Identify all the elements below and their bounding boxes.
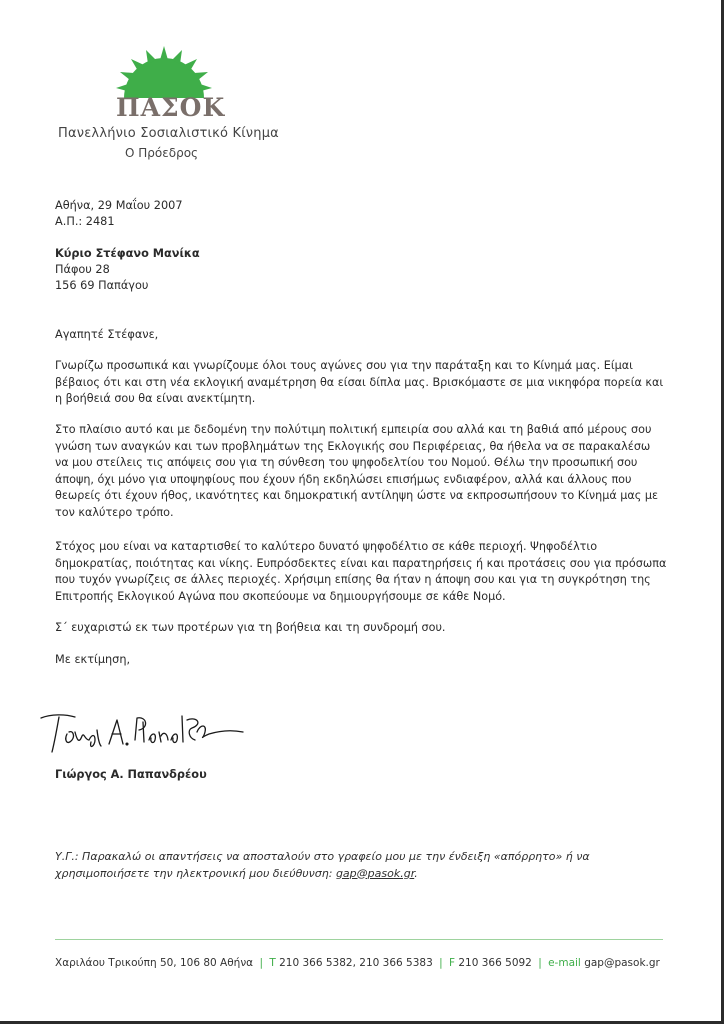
organization-name: Πανελλήνιο Σοσιαλιστικό Κίνημα <box>58 126 279 141</box>
paragraph-line: βέβαιος ότι και στη νέα εκλογική αναμέτρηση θα είσαι δίπλα μας. Βρισκόμαστε σε μια νικηφόρα πορεία και <box>55 375 664 389</box>
paragraph-line: δημοκρατίας, ποιότητας και νίκης. Ευπρόσδεκτες είναι και παρατηρήσεις ή και προτάσεις σου για πρόσωπα <box>55 556 667 570</box>
recipient-city: 156 69 Παπάγου <box>55 279 149 292</box>
postscript <box>55 849 590 882</box>
recipient-name: Κύριο Στέφανο Μανίκα <box>55 247 200 260</box>
footer-contact <box>55 957 660 969</box>
paragraph-line: Γνωρίζω προσωπικά και γνωρίζουμε όλοι τους αγώνες σου για την παράταξη και το Κίνημά μας. Είμαι <box>55 359 633 372</box>
body-paragraph-3 <box>55 539 666 605</box>
body-paragraph-1 <box>55 358 663 408</box>
postscript-period: . <box>414 866 418 880</box>
body-paragraph-4 <box>55 620 446 637</box>
footer-tel-label: T <box>269 957 276 969</box>
paragraph-line: Σ΄ ευχαριστώ εκ των προτέρων για τη βοήθεια και τη συνδρομή σου. <box>55 621 446 634</box>
footer-separator: | <box>538 957 542 969</box>
logo-text: ΠΑΣΟΚ <box>116 93 226 122</box>
recipient-street: Πάφου 28 <box>55 263 110 276</box>
letter-date: Αθήνα, 29 Μαΐου 2007 <box>55 199 183 212</box>
footer-divider <box>55 939 663 940</box>
body-paragraph-2 <box>55 422 658 521</box>
footer-separator: | <box>439 957 443 969</box>
signatory-name: Γιώργος Α. Παπανδρέου <box>55 768 207 781</box>
paragraph-line: Στόχος μου είναι να καταρτισθεί το καλύτερο δυνατό ψηφοδέλτιο σε κάθε περιοχή. Ψηφοδέλτιο <box>55 540 598 553</box>
paragraph-line: γνώση των αναγκών και των προβλημάτων της Εκλογικής σου Περιφέρειας, θα ήθελα να σε παρακαλέσω <box>55 439 651 453</box>
footer-separator: | <box>259 957 263 969</box>
paragraph-line: θεωρείς ότι έχουν ήθος, ικανότητες και δημοκρατική αντίληψη ώστε να εκπροσωπήσουν το Κίνημά μας με <box>55 489 659 502</box>
pasok-logo <box>108 46 226 122</box>
footer-fax: 210 366 5092 <box>458 957 532 969</box>
postscript-line-1: Υ.Γ.: Παρακαλώ οι απαντήσεις να αποσταλούν στο γραφείο μου με την ένδειξη «απόρρητο» ή να <box>55 850 590 863</box>
footer-email-label: e-mail <box>548 957 581 969</box>
footer-tel: 210 366 5382, 210 366 5383 <box>279 957 433 969</box>
footer-email-link[interactable]: gap@pasok.gr <box>584 957 660 969</box>
paragraph-line: τον καλύτερο τρόπο. <box>55 505 174 519</box>
greeting: Αγαπητέ Στέφανε, <box>55 328 159 341</box>
paragraph-line: άποψη, όχι μόνο για υποψηφίους που έχουν ήδη εκδηλώσει επισήμως ενδιαφέρον, αλλά και άλλους που <box>55 472 632 486</box>
organization-role: Ο Πρόεδρος <box>125 146 199 160</box>
paragraph-line: Επιτροπής Εκλογικού Αγώνα που σκοπεύουμε να δημιουργήσουμε σε κάθε Νομό. <box>55 589 506 603</box>
paragraph-line: που τυχόν γνωρίζεις σε άλλες περιοχές. Χρήσιμη επίσης θα ήταν η άποψη σου και για τη συγκρότηση της <box>55 573 651 586</box>
paragraph-line: η βοήθειά σου θα είναι ανεκτίμητη. <box>55 392 256 405</box>
handwritten-signature <box>37 710 247 760</box>
footer-fax-label: F <box>448 957 456 969</box>
reference-number: Α.Π.: 2481 <box>55 215 115 228</box>
paragraph-line: να μου στείλεις τις απόψεις σου για τη σύνθεση του ψηφοδελτίου του Νομού. Θέλω την προσωπική σου <box>55 456 638 469</box>
postscript-text: χρησιμοποιήσετε την ηλεκτρονική μου διεύθυνση: <box>55 866 336 880</box>
paragraph-line: Στο πλαίσιο αυτό και με δεδομένη την πολύτιμη πολιτική εμπειρία σου αλλά και τη βαθιά από μέρους σου <box>55 423 652 436</box>
closing: Με εκτίμηση, <box>55 653 131 666</box>
postscript-line-2 <box>55 866 590 883</box>
sun-logo-icon <box>116 46 212 100</box>
postscript-email-link[interactable]: gap@pasok.gr <box>335 866 415 880</box>
footer-address: Χαριλάου Τρικούπη 50, 106 80 Αθήνα <box>55 957 254 969</box>
